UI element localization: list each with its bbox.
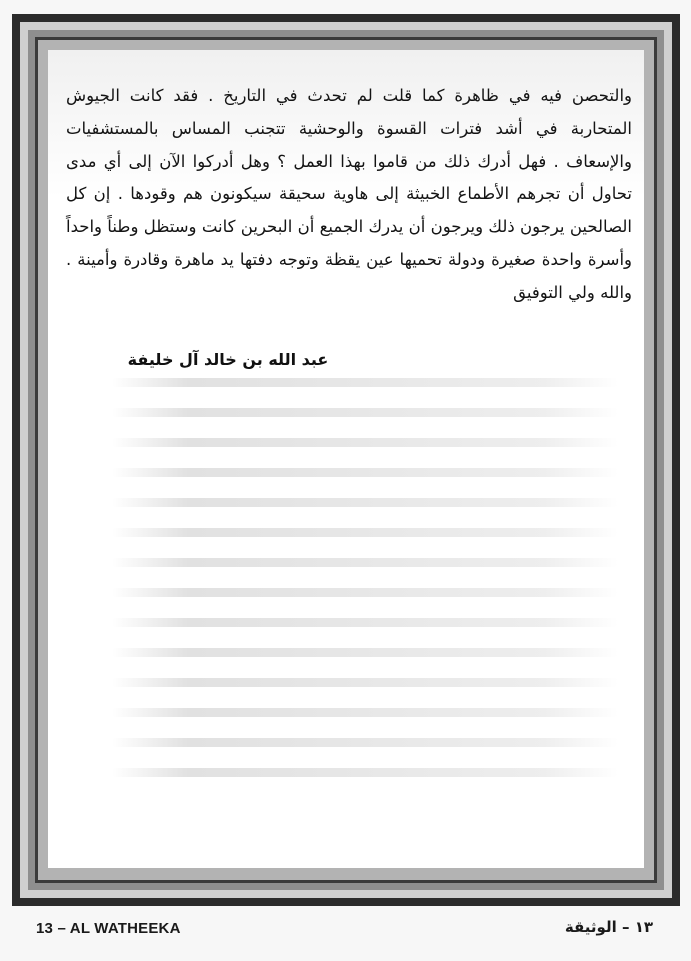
- footer-page-label-arabic: ١٣ – الوثيقة: [564, 918, 653, 936]
- article-paragraph: والتحصن فيه في ظاهرة كما قلت لم تحدث في التاريخ . فقد كانت الجيوش المتحاربة في أشد فترات القسوة والوحشية تتجنب المساس بالمستشفيات والإسعاف . فهل أدرك ذلك من قاموا بهذا العمل ؟ وهل أدركوا الآن إلى أي مدى تحاول أن تجرهم الأطماع الخبيثة إلى هاوية سحيقة سيكونون هم وقودها . إن كل الصالحين يرجون ذلك ويرجون أن يدرك الجميع أن البحرين كانت وستظل وطناً واحداً وأسرة واحدة صغيرة ودولة تحميها عين يقظة وتوجه دفتها يد ماهرة وقادرة وأمينة . والله ولي التوفيق: [66, 86, 632, 302]
- footer-page-label-english: 13 – AL WATHEEKA: [36, 920, 181, 937]
- author-signature: عبد الله بن خالد آل خليفة: [127, 350, 329, 369]
